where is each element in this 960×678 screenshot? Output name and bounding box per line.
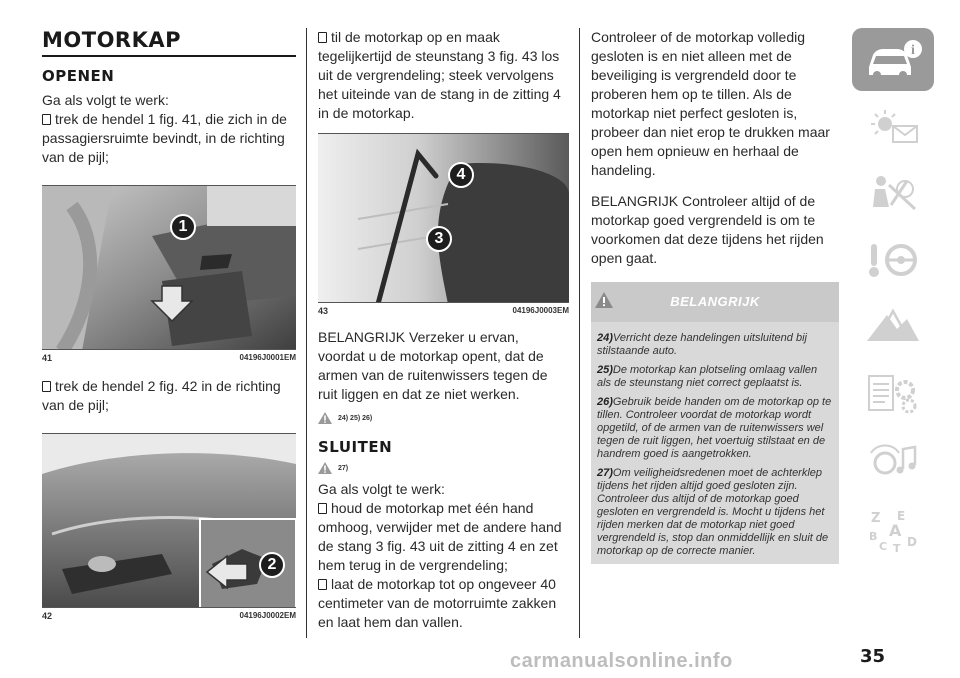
tab-car-info[interactable] — [852, 28, 934, 91]
check-important: BELANGRIJK Controleer altijd of de motorkap goed vergrendeld is om te voorkomen dat deze tijdens het rijden open gaat. — [591, 193, 824, 266]
tab-maintenance[interactable] — [852, 363, 934, 426]
multimedia-music-icon — [863, 439, 923, 485]
svg-text:A: A — [889, 520, 902, 540]
svg-text:Z: Z — [871, 510, 881, 526]
maintenance-gears-icon — [863, 372, 923, 418]
warning-triangle-icon — [318, 412, 332, 424]
column-2 — [318, 28, 569, 632]
title-rule — [42, 55, 296, 57]
airbag-seat-icon — [863, 171, 923, 217]
car-info-icon — [863, 37, 923, 83]
checkbox-bullet-icon — [318, 32, 327, 43]
figure-41-illustration — [42, 186, 296, 350]
checkbox-bullet-icon — [42, 381, 51, 392]
figure-42-illustration — [42, 434, 296, 608]
steering-key-icon — [863, 238, 923, 284]
belangrijk-box — [591, 282, 839, 564]
open-refs: 24) 25) 26) — [318, 412, 569, 424]
figure-41 — [42, 185, 296, 350]
tab-dashboard-lights[interactable] — [852, 95, 934, 158]
svg-text:i: i — [911, 42, 915, 58]
check-text: Controleer of de motorkap volledig gesloten is en niet alleen met de beveiliging is vergrendeld door te proberen hem op te tillen. Als de motorkap niet perfect gesloten is, probeer dan niet erop te drukken maar open hem opnieuw en herhaal de handeling. — [591, 29, 830, 178]
column-divider — [306, 28, 307, 638]
tab-safety[interactable] — [852, 162, 934, 225]
note-26: 26)Gebruik beide handen om de motorkap op te tillen. Controleer voordat de motorkap wordt opgetild, of de armen van de ruitenwissers wel tegen de ruit liggen, het voertuig stilstaat en de handrem goed is aangetrokken. — [597, 396, 832, 460]
note-27: 27)Om veiligheidsredenen moet de achterklep tijdens het rijden altijd goed gesloten zijn. Controleer dus altijd of de motorkap goed gesloten en vergrendeld is. Mocht u tijdens het rijden merken dat de motorkap niet goed vergrendeld is, stop dan onmiddellijk en sluit de motorkap op de correcte manier. — [597, 467, 829, 557]
close-intro: Ga als volgt te werk: — [318, 481, 445, 497]
figure-43-caption: 43 04196J0003EM — [318, 306, 569, 316]
figure-43-illustration — [318, 134, 569, 303]
checkbox-bullet-icon — [318, 503, 327, 514]
warning-triangle-icon — [318, 462, 332, 474]
warning-open-text: BELANGRIJK Verzeker u ervan, voordat u de motorkap opent, dat de armen van de ruitenwissers tegen de ruit liggen en dat ze niet werken. — [318, 329, 548, 402]
close-title: SLUITEN — [318, 438, 393, 456]
checkbox-bullet-icon — [42, 114, 51, 125]
figure-41-badge: 1 — [170, 214, 196, 240]
open-step-1: trek de hendel 1 fig. 41, die zich in de passagiersruimte bevindt, in de richting van de pijl; — [42, 111, 287, 165]
figure-42 — [42, 433, 296, 608]
figure-42-badge: 2 — [259, 552, 285, 578]
svg-text:C: C — [879, 539, 888, 552]
svg-text:T: T — [893, 541, 901, 552]
open-intro: Ga als volgt te werk: — [42, 92, 169, 108]
section-title: MOTORKAP — [42, 28, 182, 52]
belangrijk-header — [591, 282, 839, 322]
tab-multimedia[interactable] — [852, 430, 934, 493]
alphabet-index-icon — [863, 506, 923, 552]
figure-41-caption: 41 04196J0001EM — [42, 353, 296, 363]
open-step-2: trek de hendel 2 fig. 42 in de richting van de pijl; — [42, 378, 281, 413]
column-3 — [591, 28, 839, 564]
figure-43 — [318, 133, 569, 303]
note-25: 25)De motorkap kan plotseling omlaag vallen als de steunstang niet correct geplaatst is. — [597, 364, 818, 389]
close-step-1: houd de motorkap met één hand omhoog, verwijder met de andere hand de stang 3 fig. 43 uit de zitting 4 en zet hem terug in de vergrendeling; — [318, 500, 562, 573]
tab-starting-driving[interactable] — [852, 229, 934, 292]
column-1 — [42, 28, 296, 621]
figure-43-badge-3: 3 — [426, 226, 452, 252]
svg-text:D: D — [907, 534, 917, 549]
tab-emergency[interactable] — [852, 296, 934, 359]
note-24: 24)Verricht deze handelingen uitsluitend bij stilstaande auto. — [597, 332, 807, 357]
close-refs: 27) — [318, 462, 569, 474]
tab-index[interactable] — [852, 497, 934, 560]
svg-text:B: B — [869, 529, 878, 543]
warning-road-icon — [863, 305, 923, 351]
open-step-3: til de motorkap op en maak tegelijkertijd de steunstang 3 fig. 43 los uit de vergrendeling; steek vervolgens het uiteinde van de stang in de zitting 4 in de motorkap. — [318, 29, 561, 121]
dashboard-lights-icon — [863, 104, 923, 150]
page-number: 35 — [860, 646, 886, 667]
watermark: carmanualsonline.info — [510, 650, 733, 672]
figure-42-caption: 42 04196J0002EM — [42, 611, 296, 621]
figure-43-badge-4: 4 — [448, 162, 474, 188]
checkbox-bullet-icon — [318, 579, 327, 590]
column-divider — [579, 28, 580, 638]
open-title: OPENEN — [42, 67, 115, 85]
close-step-2: laat de motorkap tot op ongeveer 40 centimeter van de motorruimte zakken en laat hem dan vallen. — [318, 576, 557, 630]
svg-text:E: E — [897, 508, 906, 523]
chapter-sidebar — [852, 28, 934, 564]
belangrijk-title: BELANGRIJK — [670, 294, 760, 309]
